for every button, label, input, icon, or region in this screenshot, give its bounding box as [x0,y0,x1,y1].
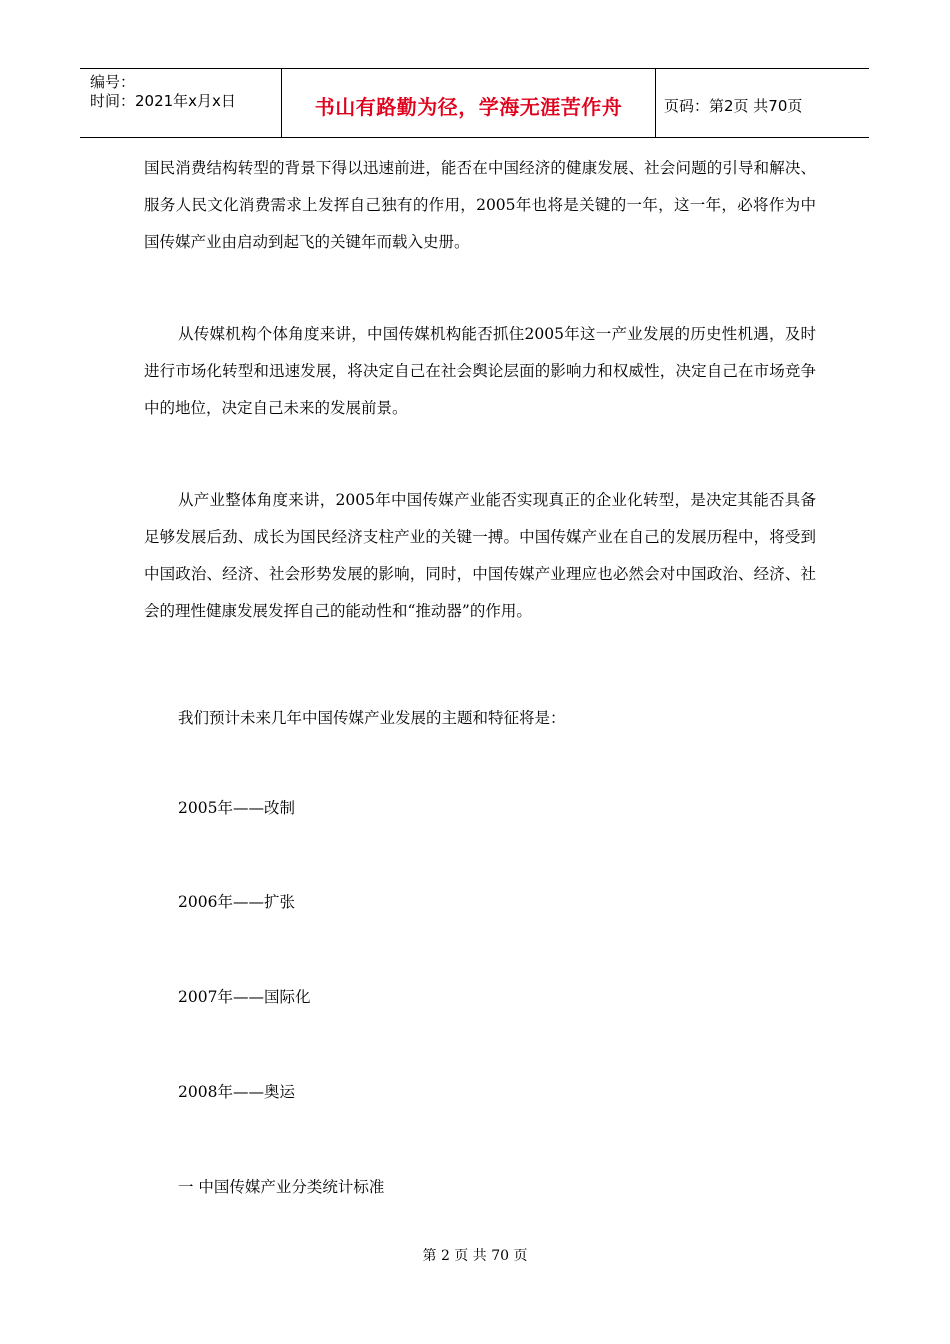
year-item: 2008年——奥运 [178,1083,295,1101]
section-heading: 一 中国传媒产业分类统计标准 [178,1178,385,1196]
header-meta-cell [80,69,282,137]
body-paragraph: 从产业整体角度来讲，2005年中国传媒产业能否实现真正的企业化转型，是决定其能否具备足够发展后劲、成长为国民经济支柱产业的关键一搏。中国传媒产业在自己的发展历程中，将受到中国政治、经济、社会形势发展的影响，同时，中国传媒产业理应也必然会对中国政治、经济、社会的理性健康发展发挥自己的能动性和“推动器”的作用。 [144,491,816,620]
intro-line: 我们预计未来几年中国传媒产业发展的主题和特征将是： [178,709,566,727]
header-page-info: 页码：第2页 共70页 [664,96,803,115]
document-header [80,68,869,138]
year-item: 2007年——国际化 [178,988,311,1006]
year-item: 2006年——扩张 [178,893,295,911]
body-paragraph: 从传媒机构个体角度来讲，中国传媒机构能否抓住2005年这一产业发展的历史性机遇，及时进行市场化转型和迅速发展，将决定自己在社会舆论层面的影响力和权威性，决定自己在市场竞争中的地位，决定自己未来的发展前景。 [144,325,816,417]
date-label: 时间：2021年x月x日 [90,92,236,110]
header-page-cell [656,69,869,137]
document-body [144,150,816,630]
header-motto: 书山有路勤为径，学海无涯苦作舟 [314,94,623,119]
header-motto-cell [282,69,656,137]
body-paragraph: 国民消费结构转型的背景下得以迅速前进，能否在中国经济的健康发展、社会问题的引导和解决、服务人民文化消费需求上发挥自己独有的作用，2005年也将是关键的一年，这一年，必将作为中国传媒产业由启动到起飞的关键年而载入史册。 [144,159,816,251]
number-label: 编号： [90,73,136,91]
page-footer: 第 2 页 共 70 页 [422,1248,528,1264]
year-item: 2005年——改制 [178,799,295,817]
